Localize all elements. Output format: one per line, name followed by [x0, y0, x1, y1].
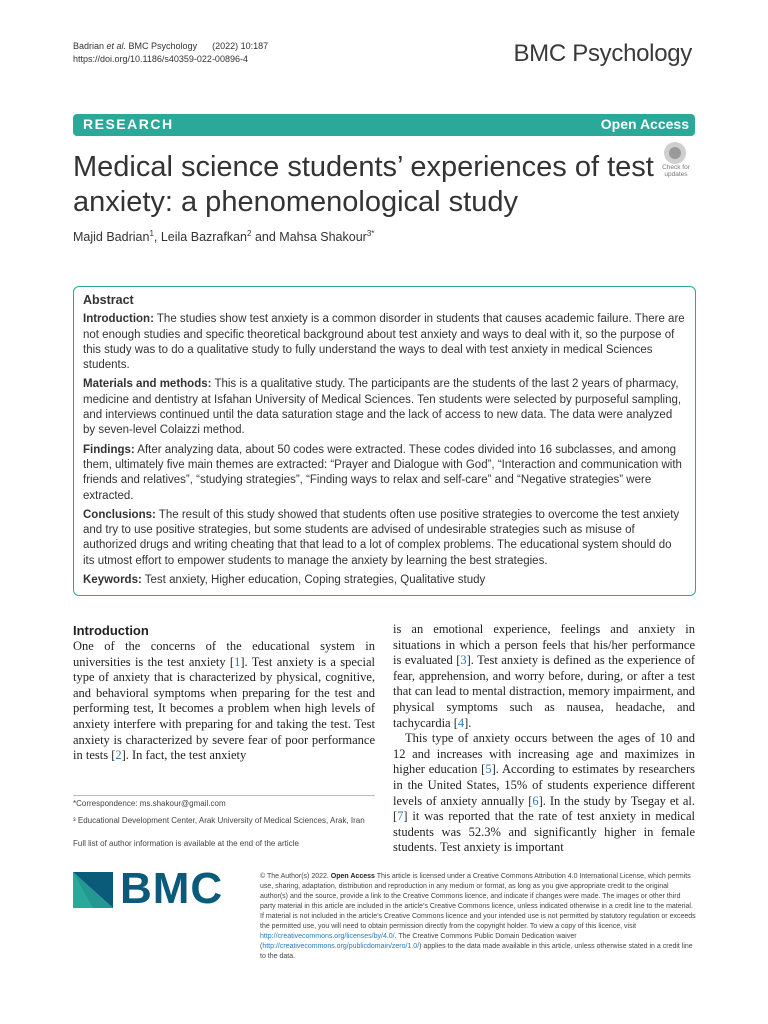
author-affiliation-sup: 2: [247, 229, 252, 238]
article-type-banner: [73, 114, 695, 136]
citation-etal: et al.: [106, 41, 127, 51]
open-access-label: Open Access: [600, 116, 689, 132]
citation-link[interactable]: 3: [460, 653, 467, 668]
body-column-right: [393, 622, 695, 856]
body-paragraph: is an emotional experience, feelings and anxiety in situations in which a person feels that his/her performance is evaluated [3]. Test anxiety is defined as the experience of fear, apprehension, and worry before, during, or after a test that can lead to mental distraction, memory impairment, and physical symptoms such as nausea, headache, and tachycardia [4].: [393, 622, 696, 730]
abstract-heading: Abstract: [83, 293, 134, 307]
author-affiliation-sup: 3*: [366, 229, 375, 238]
section-text: This is a qualitative study. The participants are the students of the last 2 years of pharmacy, medicine and dentistry at Isfahan University of Medical Sciences. Ten students were selected by purposeful sampling, and interviews continued until the data saturation stage and the lack of access to new data. The data were analyzed by seven-level Colaizzi method.: [83, 378, 682, 437]
section-label: Conclusions:: [83, 508, 156, 521]
abstract-keywords: [83, 573, 686, 588]
abstract-findings: [83, 443, 686, 504]
abstract-box: [73, 286, 696, 596]
doi-link[interactable]: https://doi.org/10.1186/s40359-022-00896-4: [73, 54, 248, 64]
research-label: RESEARCH: [83, 116, 174, 132]
journal-name: BMC Psychology: [513, 40, 692, 67]
section-label: Findings:: [83, 443, 135, 456]
badge-line1: Check for: [662, 164, 690, 171]
citation-authors: Badrian: [73, 41, 107, 51]
citation-link[interactable]: 6: [532, 793, 539, 808]
author-info-note: Full list of author information is available at the end of the article: [73, 839, 299, 848]
author-affiliation-sup: 1: [149, 229, 154, 238]
author-list: [73, 229, 374, 244]
bmc-logo: [73, 864, 224, 913]
abstract-introduction: [83, 312, 686, 373]
public-domain-link[interactable]: http://creativecommons.org/publicdomain/zero/1.0/: [262, 943, 420, 950]
section-label: Introduction:: [83, 313, 154, 326]
abstract-methods: [83, 377, 686, 438]
check-for-updates-icon[interactable]: [656, 140, 696, 180]
citation-link[interactable]: 7: [397, 809, 404, 824]
section-label: Keywords:: [83, 574, 142, 587]
badge-line2: updates: [664, 171, 688, 178]
author-separator: and: [251, 230, 280, 245]
section-text: After analyzing data, about 50 codes were extracted. These codes divided into 16 subclasses, and among them, ultimately five main themes are extracted: “Prayer and Dialogue with God”, “Interaction and communication with friends and relatives”, “studying strategies”, “Finding ways to relax and self-care” and “Negative strategies” were extracted.: [83, 443, 682, 502]
section-text: The studies show test anxiety is a common disorder in students that causes academic failure. There are not enough studies and specific theoretical background about test anxiety and ways to deal with it, so the purpose of this study was to do a qualitative study to fully understand the ways to deal with test anxiety in medical Sciences students.: [83, 313, 685, 372]
citation-journal: BMC Psychology: [126, 41, 198, 51]
section-heading-introduction: Introduction: [73, 623, 149, 638]
correspondence-note: *Correspondence: ms.shakour@gmail.com: [73, 799, 226, 808]
article-title: Medical science students’ experiences of test anxiety: a phenomenological study: [73, 151, 654, 218]
affiliation-note: ³ Educational Development Center, Arak University of Medical Sciences, Arak, Iran: [73, 816, 365, 825]
citation-link[interactable]: 1: [234, 654, 241, 669]
license-text: © The Author(s) 2022. Open Access This article is licensed under a Creative Commons Attribution 4.0 International License, which permits use, sharing, adaptation, distribution and reproduction in any medium or format, as long as you give appropriate credit to the original author(s) and the source, provide a link to the Creative Commons licence, and indicate if changes were made. The images or other third party material in this article are included in the article’s Creative Commons licence, unless indicated otherwise in a credit line to the material. If material is not included in the article’s Creative Commons licence and your intended use is not permitted by statutory regulation or exceeds the permitted use, you will need to obtain permission directly from the copyright holder. To view a copy of this licence, visit http://creativecommons.org/licenses/by/4.0/. The Creative Commons Public Domain Dedication waiver (http://creativecommons.org/publicdomain/zero/1.0/) applies to the data made available in this article, unless otherwise stated in a credit line to the data.: [260, 873, 696, 960]
citation-link[interactable]: 2: [115, 748, 122, 763]
body-paragraph: This type of anxiety occurs between the ages of 10 and 12 and increases with increasing age and maximizes in higher education [5]. According to estimates by researchers in the United States, 15% of students experience different levels of anxiety annually [6]. In the study by Tsegay et al. [7] it was reported that the rate of test anxiety in medical students was 52.3% and significantly higher in female students. Test anxiety is important: [393, 731, 696, 855]
citation-year: (2022) 10:187: [212, 41, 269, 51]
body-column-left: [73, 623, 375, 764]
author-name: Majid Badrian: [73, 230, 150, 245]
section-label: Materials and methods:: [83, 378, 212, 391]
body-paragraph: One of the concerns of the educational system in universities is the test anxiety [1]. Test anxiety is a special type of anxiety that is characterized by physical, cognitive, and behavioral symptoms when preparing for the test and performing test, It becomes a problem when high levels of anxiety interfere with preparing for and taking the test. Test anxiety is characterized by severe fear of poor performance in tests [2]. In fact, the test anxiety: [73, 639, 375, 763]
footnote-divider: [73, 795, 375, 796]
citation-link[interactable]: 4: [457, 715, 465, 730]
citation-link[interactable]: 5: [485, 762, 492, 777]
abstract-conclusions: [83, 508, 686, 569]
citation-header: [73, 40, 268, 66]
author-name: Mahsa Shakour: [279, 230, 367, 245]
section-text: Test anxiety, Higher education, Coping strategies, Qualitative study: [141, 574, 486, 587]
author-separator: ,: [153, 230, 161, 245]
section-text: The result of this study showed that students often use positive strategies to overcome the test anxiety and try to use positive strategies, but some students are advised of undesirable strategies such as misuse of authorized drugs and writing cheating that that lead to a lot of complex problems. The educational system should do its utmost effort to empower students to manage the anxiety by learning the best strategies.: [83, 508, 680, 567]
bmc-logo-mark-icon: [73, 872, 113, 908]
open-access-bold: Open Access: [330, 873, 375, 880]
author-name: Leila Bazrafkan: [160, 230, 248, 245]
bmc-logo-text: BMC: [120, 864, 224, 913]
license-link[interactable]: http://creativecommons.org/licenses/by/4.0/: [260, 933, 395, 940]
